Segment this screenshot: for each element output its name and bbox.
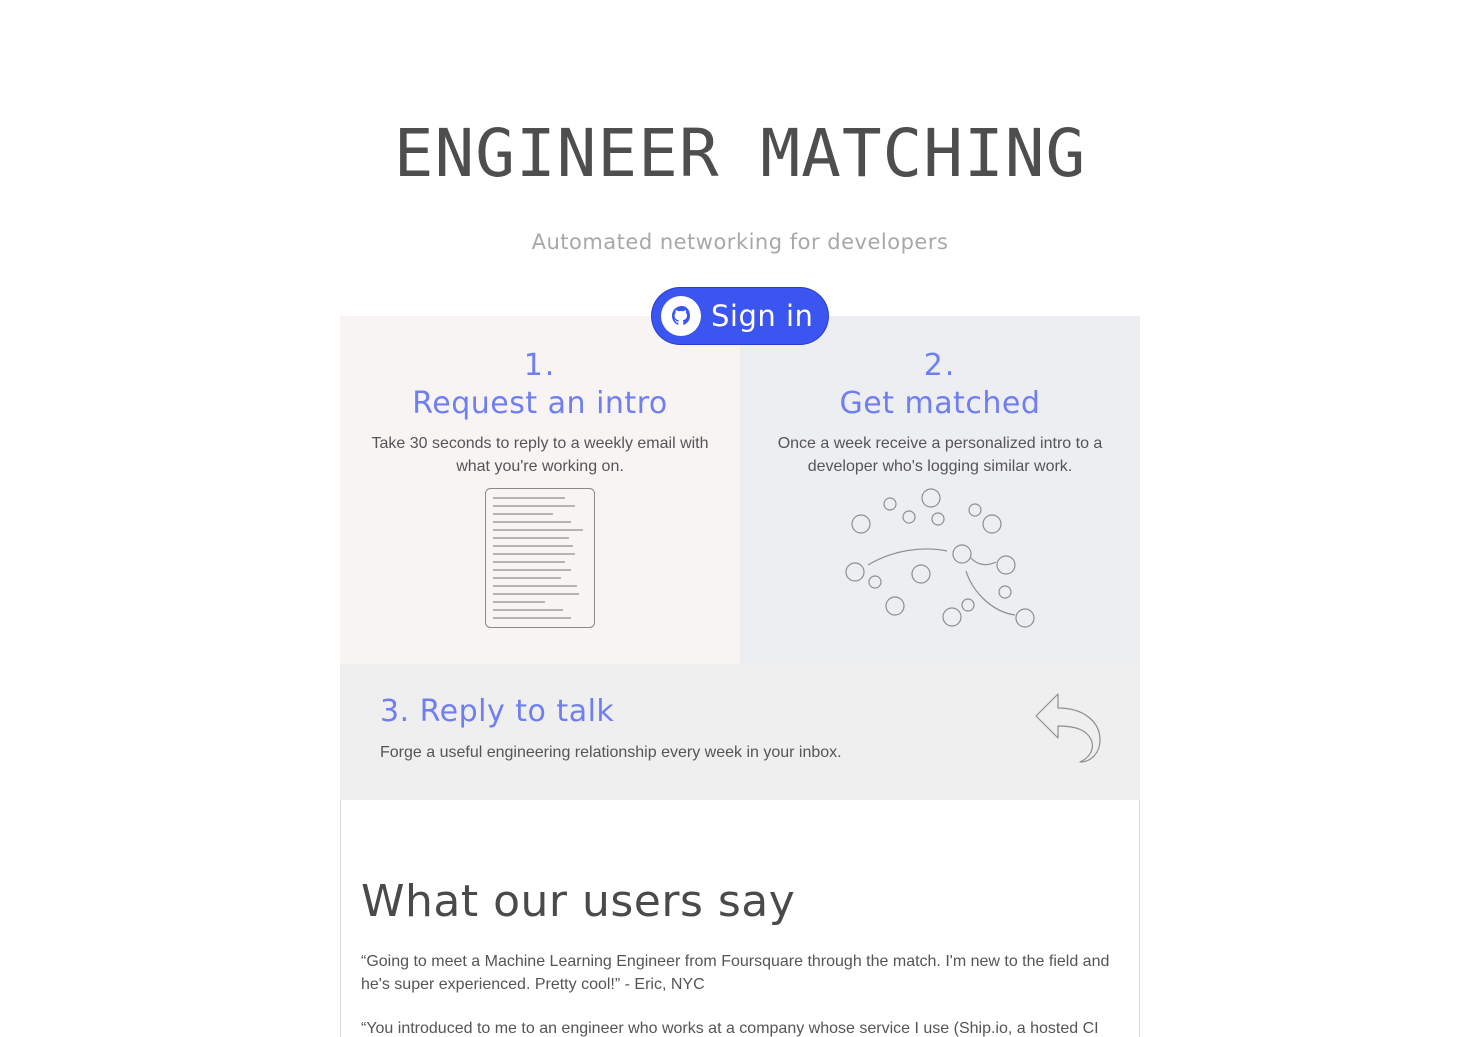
step-description: Once a week receive a personalized intro to a developer who's logging similar work.	[777, 435, 1103, 475]
step-description: Take 30 seconds to reply to a weekly email with what you're working on.	[371, 435, 709, 475]
github-signin-button[interactable]	[652, 288, 828, 344]
step-title: Get matched	[839, 386, 1041, 421]
network-icon	[843, 488, 1043, 639]
step-description: Forge a useful engineering relationship every week in your inbox.	[380, 744, 842, 761]
step-get-matched	[740, 316, 1140, 664]
github-icon	[661, 296, 701, 336]
testimonial-quote: “Going to meet a Machine Learning Engineer from Foursquare through the match. I'm new to the field and he's super experienced. Pretty cool!” - Eric, NYC	[361, 953, 1110, 993]
step-number: 1.	[523, 348, 557, 383]
reply-arrow-icon	[1034, 692, 1104, 771]
document-icon	[485, 488, 595, 633]
step-title: Request an intro	[412, 386, 668, 421]
step-reply-to-talk	[340, 664, 1140, 800]
step-title: 3. Reply to talk	[380, 694, 615, 729]
page-subtitle: Automated networking for developers	[531, 230, 949, 254]
step-number: 2.	[923, 348, 957, 383]
testimonials-section	[340, 800, 1140, 1037]
page-title: ENGINEER MATCHING	[393, 115, 1087, 192]
testimonial-quote: “You introduced to me to an engineer who works at a company whose service I use (Ship.io, a hosted CI	[361, 1020, 1099, 1037]
testimonials-heading: What our users say	[361, 876, 796, 927]
signin-label: Sign in	[711, 299, 814, 333]
step-request-intro	[340, 316, 740, 664]
